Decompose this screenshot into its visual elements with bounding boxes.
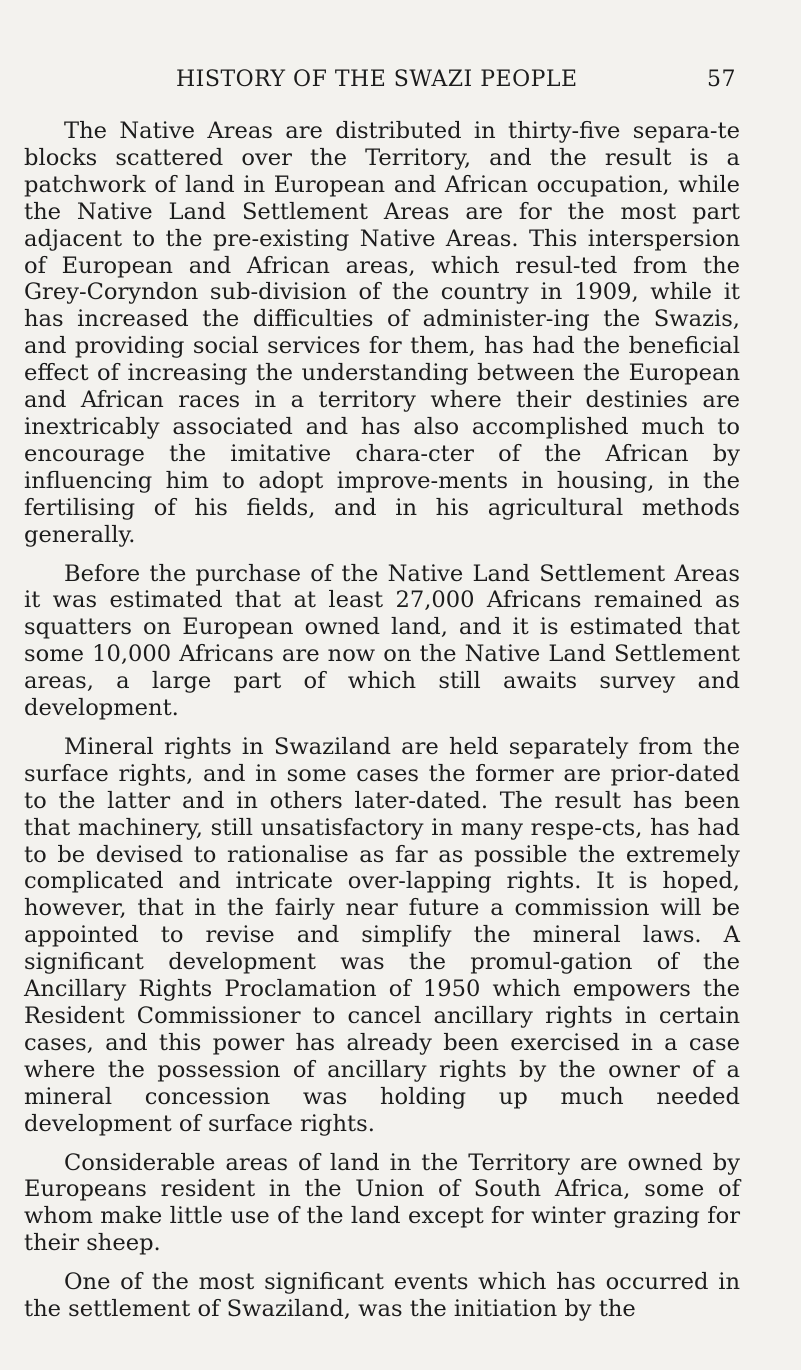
running-title: HISTORY OF THE SWAZI PEOPLE [176,67,578,92]
paragraph-mineral-rights: Mineral rights in Swaziland are held separately from the surface rights, and in some cases the former are prior-dated to the latter and in others later-dated. The result has been that machinery, still unsatisfactory in many respe-cts, has had to be devised to rationalise as far as possible the extremely complicated and intricate over-lapping rights. It is hoped, however, that in the fairly near future a commission will be appointed to revise and simplify the mineral laws. A significant development was the promul-gation of the Ancillary Rights Proclamation of 1950 which empowers the Resident Commissioner to cancel ancillary rights in certain cases, and this power has already been exercised in a case where the possession of ancillary rights by the owner of a mineral concession was holding up much needed development of surface rights. [24,733,740,1137]
page-number: 57 [707,67,736,92]
body-text [24,118,740,1323]
paragraph-native-areas: The Native Areas are distributed in thirty-five separa-te blocks scattered over the Territory, and the result is a patchwork of land in European and African occupation, while the Native Land Settlement Areas are for the most part adjacent to the pre-existing Native Areas. This interspersion of European and African areas, which resul-ted from the Grey-Coryndon sub-division of the country in 1909, while it has increased the difficulties of administer-ing the Swazis, and providing social services for them, has had the beneficial effect of increasing the understanding between the European and African races in a territory where their destinies are inextricably associated and has also accomplished much to encourage the imitative chara-cter of the African by influencing him to adopt improve-ments in housing, in the fertilising of his fields, and in his agricultural methods generally. [24,118,740,548]
paragraph-european-owners: Considerable areas of land in the Territory are owned by Europeans resident in the Union of South Africa, some of whom make little use of the land except for winter grazing for their sheep. [24,1149,740,1257]
paragraph-significant-events: One of the most significant events which has occurred in the settlement of Swaziland, was the initiation by the [24,1269,740,1323]
paragraph-land-settlement: Before the purchase of the Native Land Settlement Areas it was estimated that at least 27,000 Africans remained as squatters on European owned land, and it is estimated that some 10,000 Africans are now on the Native Land Settlement areas, a large part of which still awaits survey and development. [24,560,740,722]
